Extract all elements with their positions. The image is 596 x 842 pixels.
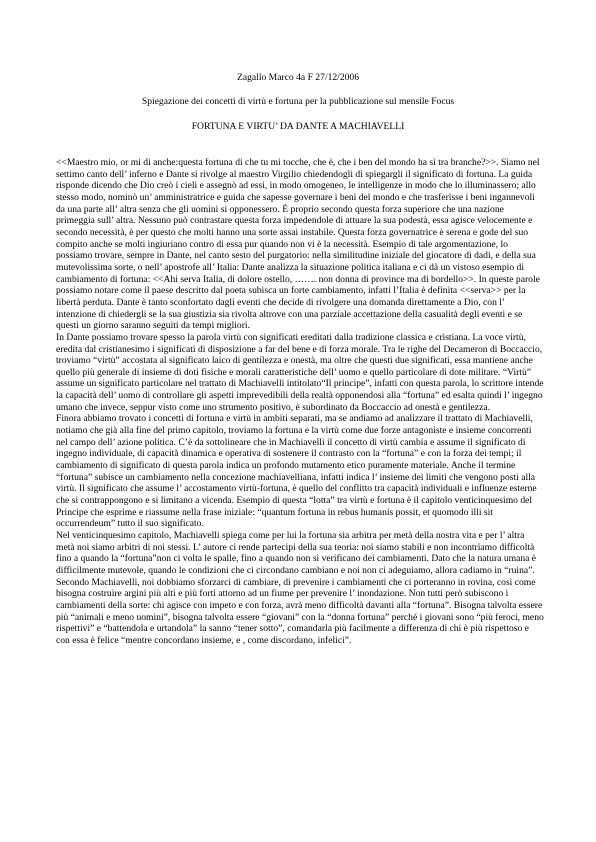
paragraph-capitolo-venticinquesimo: Nel venticinquesimo capitolo, Machiavelli spiega come per lui la fortuna sia arbitra per metà della nostra vita e per l’ altra metà noi siamo arbitri di noi stessi. L’ autore ci rende partecipi della sua teoria: noi siamo stabili e non incontriamo difficoltà fino a quando la “fortuna”non ci volta le spalle, fino a quando non si verificano dei cambiamenti. Dato che la natura umana è difficilmente mutevole, quando le condizioni che ci circondano cambiano e noi non ci adeguiamo, allora cadiamo in “ruina”. Secondo Machiavelli, noi dobbiamo sforzarci di cambiare, di prevenire i cambiamenti che ci porteranno in rovina, così come bisogna costruire argini più alti e più forti attorno ad un fiume per prevenire l’ inondazione. Non tutti però subiscono i cambiamenti della sorte: chi agisce con impeto e con forza, avrà meno difficoltà davanti alla “fortuna”. Bisogna talvolta essere più “animali e meno uomini”, bisogna talvolta essere “giovani” con la “donna fortuna” perché i giovani sono “più feroci, meno rispettivi” e “battendola e urtandola” la sanno “tener sotto”, comandarla più facilmente a differenza di chi è più rispettoso e con essa è felice “mentre concordano insieme, e , come discordano, infelici”. xyxy=(56,530,544,646)
document-subtitle: Spiegazione dei concetti di virtù e fortuna per la pubblicazione sul mensile Focus xyxy=(141,96,455,107)
author-date-line: Zagallo Marco 4a F 27/12/2006 xyxy=(236,72,360,83)
document-body xyxy=(56,157,544,647)
paragraph-fortuna-dante: <<Maestro mio, or mi di anche:questa fortuna di che tu mi tocche, che è, che i ben del mondo ha sì tra branche?>>. Siamo nel settimo canto dell’ inferno e Dante si rivolge al maestro Virgilio chiedendogli di spiegargli il significato di fortuna. La guida risponde dicendo che Dio creò i cieli e assegnò ad essi, in modo omogeneo, le intelligenze in modo che lo illuminassero; allo stesso modo, nominò un’ amministratrice e guida che sapesse governare i beni del mondo e che trasferisse i beni ingannevoli da una parte all’ altra senza che gli uomini si opponessero. È proprio secondo questa forza superiore che una nazione primeggia sull’ altra. Nessuno può contrastare questa forza impedendole di attuare la sua podestà, essa agisce velocemente e secondo necessità, è per questo che molti hanno una sorte assai instabile. Questa forza governatrice è serena e gode del suo compito anche se molti ingiuriano contro di essa pur quando non vi è la necessità. Esempio di tale argomentazione, lo possiamo trovare, sempre in Dante, nel canto sesto del purgatorio: nella similitudine iniziale del giocatore di dadi, e della sua mutevolissima sorte, o nell’ apostrofe all’ Italia: Dante analizza la situazione politica italiana e ci dà un vistoso esempio di cambiamento di fortuna: <<Ahi serva Italia, di dolore ostello, ……. non donna di province ma di bordello>>. In queste parole possiamo notare come il paese descritto dal poeta subisca un forte cambiamento, infatti l’Italia è definita <<serva>> per la libertà perduta. Dante è tanto sconfortato dagli eventi che decide di rivolgere una domanda direttamente a Dio, con l’ intenzione di chiedergli se la sua giustizia sia rivolta altrove con una parziale accettazione della casualità degli eventi e se questi un giorno saranno seguiti da tempi migliori. xyxy=(56,157,540,332)
paragraph-machiavelli-virtu-fortuna: Finora abbiamo trovato i concetti di fortuna e virtù in ambiti separati, ma se andiamo ad analizzare il trattato di Machiavelli, notiamo che già alla fine del primo capitolo, troviamo la fortuna e la virtù come due forze antagoniste e insieme concorrenti nel campo dell’ azione politica. C’è da sottolineare che in Machiavelli il concetto di virtù cambia e assume il significato di ingegno individuale, di capacità dinamica e operativa di sostenere il contrasto con la “fortuna” e con la forza dei tempi; il cambiamento di significato di questa parola indica un profondo mutamento etico puramente materiale. Anche il termine “fortuna” subisce un cambiamento nella concezione machiavelliana, infatti indica l’ insieme dei limiti che vengono posti alla virtù. Il significato che assume l’ accostamento virtù-fortuna, è quello del conflitto tra capacità individuali e influenze esterne che si contrappongono e si limitano a vicenda. Esempio di questa “lotta” tra virtù e fortuna è il capitolo venticinquesimo del Principe che esprime e riassume nella frase iniziale: “quantum fortuna in rebus humanis possit, et quomodo illi sit occurrendeum” tutto il suo significato. xyxy=(56,413,537,530)
document-title: FORTUNA E VIRTU’ DA DANTE A MACHIAVELLI xyxy=(191,121,405,132)
paragraph-virtu: In Dante possiamo trovare spesso la parola virtù con significati ereditati dalla tradizione classica e cristiana. La voce virtù, eredita dal cristianesimo i significati di disposizione a far del bene e di forza morale. Tra le righe del Decameron di Boccaccio, troviamo “virtù” accostata al significato laico di gentilezza e onestà, ma oltre che questi due significati, essa mantiene anche quello più generale di insieme di doti fisiche e morali caratteristiche dell’ uomo e quello particolare di dote militare. “Virtù” assume un significato particolare nel trattato di Machiavelli intitolato“Il principe”, infatti con questa parola, lo scrittore intende la capacità dell’ uomo di controllare gli aspetti imprevedibili della realtà opponendosi alla “fortuna” ed esalta quindi l’ ingegno umano che invece, seppur visto come uno strumento positivo, è subordinato da Boccaccio ad onestà e gentilezza. xyxy=(56,331,544,413)
